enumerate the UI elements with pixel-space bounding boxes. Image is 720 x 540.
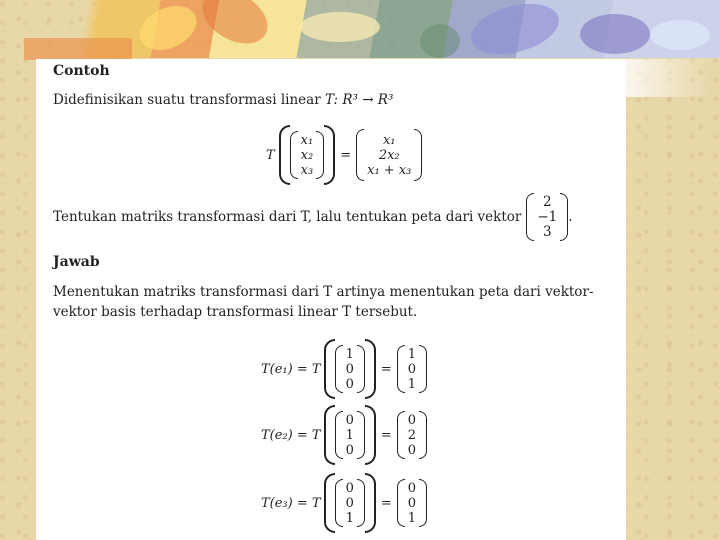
- task-vector: [534, 195, 560, 240]
- example-intro: [53, 92, 393, 108]
- example-heading: Contoh: [53, 63, 110, 79]
- right-paren: [324, 125, 335, 185]
- basis-equation-3: [261, 473, 427, 533]
- input-entry: x₃: [300, 162, 314, 178]
- right-bracket: [316, 131, 324, 179]
- equals-sign: =: [340, 147, 352, 163]
- vector-entry: 0: [407, 442, 417, 458]
- vector-entry: 0: [407, 480, 417, 496]
- answer-line-2: vektor basis terhadap transformasi linear T tersebut.: [53, 304, 418, 320]
- vector-entry: 0: [345, 495, 354, 511]
- right-bracket: [419, 479, 427, 527]
- right-paren: [365, 405, 376, 465]
- output-entry: x₁ + x₃: [367, 162, 412, 178]
- vector-entry: 1: [345, 427, 354, 443]
- transformation-definition: [266, 125, 422, 185]
- left-paren: [324, 339, 335, 399]
- flower-petal-decoration: [420, 24, 460, 58]
- vector-entry: 2: [543, 193, 552, 210]
- vector-entry: 1: [407, 376, 417, 392]
- vector-entry: 0: [345, 361, 354, 377]
- task-text: Tentukan matriks transformasi dari T, lalu tentukan peta dari vektor: [53, 209, 522, 225]
- left-bracket: [335, 479, 343, 527]
- equation-lhs: T(e₁) = T: [261, 361, 321, 377]
- basis-equation-1: [261, 339, 427, 399]
- right-bracket: [357, 479, 365, 527]
- flower-petal-decoration: [650, 20, 710, 50]
- left-bracket: [526, 193, 534, 241]
- left-bracket: [397, 479, 405, 527]
- task-end: .: [568, 209, 573, 225]
- vector-entry: 1: [345, 510, 354, 526]
- vector-entry: 0: [407, 412, 417, 428]
- image-vector: [405, 481, 419, 526]
- vector-entry: 1: [407, 346, 417, 362]
- right-bracket: [357, 411, 365, 459]
- basis-vector: [343, 347, 357, 392]
- right-bracket: [414, 129, 422, 181]
- output-vector: [364, 133, 414, 178]
- equals-sign: =: [380, 495, 392, 511]
- right-bracket: [357, 345, 365, 393]
- right-paren: [365, 473, 376, 533]
- right-bracket: [419, 345, 427, 393]
- mapping-lhs: T: [266, 147, 275, 163]
- basis-equation-2: [261, 405, 427, 465]
- intro-text: Didefinisikan suatu transformasi linear: [53, 92, 325, 108]
- left-bracket: [290, 131, 298, 179]
- vector-entry: 0: [407, 495, 417, 511]
- left-paren: [279, 125, 290, 185]
- left-bracket: [356, 129, 364, 181]
- equation-lhs: T(e₃) = T: [261, 495, 321, 511]
- input-entry: x₂: [300, 147, 314, 163]
- vector-entry: 0: [345, 442, 354, 458]
- intro-math: T: R³ → R³: [324, 92, 394, 108]
- input-entry: x₁: [300, 132, 314, 148]
- equation-lhs: T(e₂) = T: [261, 427, 321, 443]
- image-vector: [405, 413, 419, 458]
- left-bracket: [335, 411, 343, 459]
- leaf-decoration: [24, 38, 132, 60]
- flower-petal-decoration: [466, 0, 565, 63]
- content-sheet: [36, 59, 626, 540]
- vector-entry: 3: [543, 223, 552, 240]
- vector-entry: 0: [345, 376, 354, 392]
- flower-petal-decoration: [580, 14, 650, 54]
- right-bracket: [560, 193, 568, 241]
- answer-heading: Jawab: [53, 254, 100, 270]
- basis-vector: [343, 481, 357, 526]
- flower-petal-decoration: [132, 0, 203, 59]
- flower-petal-decoration: [193, 0, 277, 54]
- right-paren: [365, 339, 376, 399]
- example-task: [53, 193, 573, 241]
- output-entry: 2x₂: [378, 147, 400, 163]
- left-bracket: [397, 411, 405, 459]
- input-vector: [298, 133, 317, 178]
- basis-vector: [343, 413, 357, 458]
- flower-petal-decoration: [300, 12, 380, 42]
- vector-entry: 0: [345, 480, 354, 496]
- left-bracket: [335, 345, 343, 393]
- image-vector: [405, 347, 419, 392]
- vector-entry: −1: [537, 208, 558, 225]
- vector-entry: 1: [345, 346, 354, 362]
- left-bracket: [397, 345, 405, 393]
- vector-entry: 0: [345, 412, 354, 428]
- left-paren: [324, 473, 335, 533]
- vector-entry: 0: [407, 361, 417, 377]
- equals-sign: =: [380, 361, 392, 377]
- vector-entry: 1: [407, 510, 417, 526]
- output-entry: x₁: [382, 132, 396, 148]
- equals-sign: =: [380, 427, 392, 443]
- answer-line-1: Menentukan matriks transformasi dari T artinya menentukan peta dari vektor-: [53, 284, 594, 300]
- vector-entry: 2: [407, 427, 417, 443]
- left-paren: [324, 405, 335, 465]
- banner-fade: [620, 59, 710, 97]
- right-bracket: [419, 411, 427, 459]
